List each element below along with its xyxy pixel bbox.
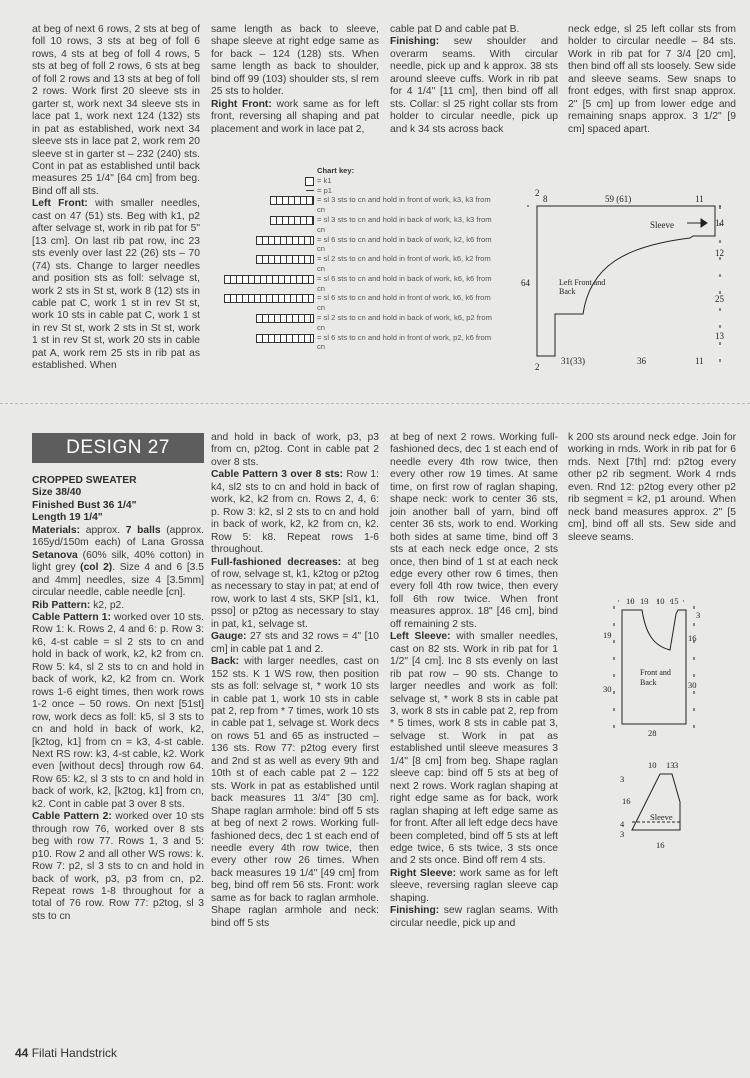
top-column-3 [390,24,558,136]
dim-label: 10 [626,596,635,606]
bottom-column-1 [32,475,204,923]
dim-label: 64 [521,278,530,288]
chart-key-title: Chart key: [317,166,355,175]
paragraph [390,36,558,136]
dim-label: 2 [535,188,540,198]
cable-symbol-icon [256,255,314,264]
paragraph: Left Sleeve: with smaller needles, cast on 82 sts. Work in rib pat for 1 1/2" [4 cm]. Inc 8 sts evenly on last rib pat row – 90 sts. Change to larger needles and work as foll: selvage st, * work 8 sts in cable pat 3, work 8 sts in cable pat 2, rep from * 5 times, work 8 sts in cable pat 3, selvage st. Work in pat as established until sleeve measures 3 1/4" [8 cm] from beg. Shape raglan sleeve cap: bind off 5 sts at beg of next 2 rows. Work raglan shaping at right edge same as for back, work raglan shaping at left edge same as for front. After all left edge decs have been completed, bind off 5 sts at left edge twice, 6 sts twice, 3 sts once and 2 sts once. Bind off rem 4 sts. [390,631,558,867]
chart-key-item: = p1 [200,186,500,196]
bottom-column-2 [211,432,379,930]
section-divider [0,403,750,404]
dim-label: 14 [715,218,724,228]
dim-label: 2 [535,362,540,372]
length-line: Length 19 1/4" [32,512,103,524]
paragraph: Cable Pattern 2: worked over 10 sts through row 76, worked over 8 sts beg with row 77. Rows 1, 3 and 5: p10. Row 2 and all other WS rows: k. Row 7: p2, sl 3 sts to cn and hold in back of work, p3, p3 from cn, p2. Repeat rows 1-8 throughout for a total of 76 row. Row 77: p2tog, sl 3 sts to cn [32,811,204,922]
paragraph: Rib Pattern: k2, p2. [32,599,125,611]
dim-label: 11 [695,356,704,366]
cable-symbol-icon [270,216,314,225]
chart-key-item: = k1 [200,176,500,186]
sleeve-label: Sleeve [650,812,673,822]
dim-label: 16 [622,796,631,806]
dim-label: 10 [648,760,657,770]
dim-label: 16 [656,840,665,850]
paragraph: Full-fashioned decreases: at beg of row, selvage st, k1, k2tog or p2tog as necessary to stay in pat; at end of row, work to last 4 sts, SKP [sl1, k1, psso] or p2tog as necessary to stay in pat, k1, selvage st. [211,556,379,630]
paragraph [211,99,379,136]
cable-symbol-icon [224,294,314,303]
cable-symbol-icon [256,334,314,343]
bottom-column-4 [568,432,736,544]
schematic-front-back [600,596,710,746]
dim-label: 28 [648,728,657,738]
paragraph: Finishing: sew raglan seams. With circular needle, pick up and [390,905,558,929]
bottom-column-3 [390,432,558,930]
dim-label: 30 [688,680,697,690]
chart-key-item: = sl 6 sts to cn and hold in front of work, p2, k6 from cn [200,333,500,353]
chart-key-item: = sl 6 sts to cn and hold in back of work, k2, k6 from cn [200,235,500,255]
dim-label: 16 [688,633,697,643]
heading: Finishing: [390,36,440,48]
chart-key-item: = sl 6 sts to cn and hold in front of work, k6, k6 from cn [200,293,500,313]
top-column-1 [32,24,200,373]
page-number: 44 [15,1046,29,1060]
paragraph: same length as back to sleeve, shape sleeve at right edge same as for back – 124 (128) sts. When same length as back to shoulder, bind off 99 (103) shoulder sts, sl rem 25 sts to holder. [211,24,379,98]
chart-key-item: = sl 6 sts to cn and hold in back of work, k6, k6 from cn [200,274,500,294]
paragraph: and hold in back of work, p3, p3 from cn, p2tog. Cont in cable pat 2 over 8 sts. [211,432,379,468]
dim-label: 15 [670,596,679,606]
dim-label: 8 [543,194,548,204]
dim-label: 3 [674,760,679,770]
page-footer [15,1046,117,1060]
dim-label: 11 [695,194,704,204]
paragraph: Materials: approx. 7 balls (approx. 165yd/150m each) of Lana Grossa Setanova (60% silk, 40% cotton) in light grey (col 2). Size 4 and 6 [3.5 and 4mm] needles, size 4 [3.5mm] circular needle, cable needle [cn]. [32,524,204,599]
knit-symbol-icon [305,177,314,186]
text: with smaller needles, cast on 47 (51) sts. Beg with k1, p2 after selvage st, work in rib pat for 5" [13 cm]. On last rib pat row, inc 23 sts evenly over last 22 (26) sts – 70 (74) sts. Change to larger needles and position sts as foll: selvage st, work 2 sts in St st, work 8 (12) sts in cable pat C, work 1 st in rev St st, work 10 sts in cable pat C, work 1 st in rev St st, work 2 sts in St st, work 1 st in rev St st, work 20 sts in cable pat A, work rem 25 sts in rib pat as established. When [32,198,200,372]
magazine-name: Filati Handstrick [31,1046,118,1060]
chart-key-item: = sl 2 sts to cn and hold in front of work, k6, k2 from cn [200,254,500,274]
dim-label: 31(33) [561,356,585,366]
chart-key-item: = sl 3 sts to cn and hold in back of work, k3, k3 from cn [200,215,500,235]
paragraph: Gauge: 27 sts and 32 rows = 4" [10 cm] in cable pat 1 and 2. [211,631,379,655]
paragraph: Cable Pattern 3 over 8 sts: Row 1: k4, sl2 sts to cn and hold in back of work, k2, k2 from cn. Rows 2, 4, 6: p. Row 3: k2, sl 2 sts to cn and hold in back of work, k2, k2 from cn, k2. Row 5: k8. Repeat rows 1-6 throughout. [211,469,379,556]
paragraph: Cable Pattern 1: worked over 10 sts. Row 1: k. Rows 2, 4 and 6: p. Row 3: k6, 4-st cable = sl 2 sts to cn and hold in back of work, k2, k2 from cn. Row 5: k4, sl 2 sts to cn and hold in back of work, k2, k2 from cn. Work rows 1-6 eight times, then work rows 1-2 once – 50 rows. On next [51st] row, work decs as foll: k5, sl 3 sts to cn and hold in back of work, k2, [k2tog, k1] from cn = k3, 4-st cable. Next RS row: k3, 4-st cable, k2. Work even [without decs] through row 64. Row 65: k2, sl 3 sts to cn and hold in back of work, k2, [k2tog, k1] from cn, k2. Cont in cable pat 3 over 8 sts. [32,611,204,810]
dim-label: 30 [603,684,612,694]
heading: Left Front: [32,198,88,210]
dim-label: 59 (61) [605,194,632,204]
schematic-sleeve [620,760,700,855]
dim-label: 3 [620,774,625,784]
chart-key-item: = sl 2 sts to cn and hold in back of work, k6, p2 from cn [200,313,500,333]
dim-label: 3 [620,829,625,839]
paragraph: cable pat D and cable pat B. [390,24,520,35]
cable-symbol-icon [224,275,314,284]
dim-label: 12 [715,248,724,258]
paragraph: at beg of next 2 rows. Working full-fashioned decs, dec 1 st each end of needle every 4th row twice, then every other row 19 times. At same time, on first row of raglan shaping, shape neck: work to center 36 sts, join another ball of yarn, bind off center 36 sts, work to end. Working both sides at same time, bind off 3 sts at each neck edge once, 2 sts once, then bind of 1 st at each neck edge every other row 6 times, then every foll 4th row twice, then every foll 6th row twice. When front measures approx. 18" [46 cm], bind off remaining 2 sts. [390,432,558,630]
top-column-4 [568,24,736,136]
dim-label: 13 [666,760,675,770]
paragraph: Right Sleeve: work same as for left sleeve, reversing raglan sleeve cap shaping. [390,867,559,904]
pattern-title: CROPPED SWEATER [32,475,137,486]
paragraph: k 200 sts around neck edge. Join for working in rnds. Work in rib pat for 6 rnds. Next [7th] rnd: p2tog every other p2 rib segment. Work 4 rnds even. Rnd 12: p2tog every other p2 rib segment = k2, p1 around. When neck band measures approx. 2" [5 cm], bind off all sts. Sew side and sleeve seams. [568,432,736,543]
dim-label: 4 [620,819,625,829]
piece-label: Front and Back [640,668,671,687]
paragraph: Back: with larger needles, cast on 152 sts. K 1 WS row, then position sts as foll: selvage st, * work 10 sts in cable pat 1, work 10 sts in cable pat 2, rep from * 7 times, work 10 sts in cable pat 1, selvage st. Work decs on rows 51 and 65 as instructed – 136 sts. Row 77: p2tog every first and 2nd st as well as every 9th and 10th st of each cable pat 2 – 122 sts. Work in pat as established until back measures 11 3/4" [30 cm]. Shape raglan armhole: bind off 5 sts at beg of next 2 rows. Working full-fashioned decs, dec 1 st each end of needle every 4th row twice, then every other row 26 times. When back measures 19 1/4" [49 cm] from beg, bind off rem 56 sts. Front: work same as for back to raglan armhole. Shape raglan armhole and neck: bind off 5 sts [211,656,379,929]
bust-line: Finished Bust 36 1/4" [32,499,137,511]
dim-label: 25 [715,294,724,304]
chart-key-item: = sl 3 sts to cn and hold in front of work, k3, k3 from cn [200,195,500,215]
dim-label: 10 [656,596,665,606]
schematic-left-front-back [515,186,735,376]
paragraph [32,198,200,372]
cable-symbol-icon [256,236,314,245]
dim-label: 19 [603,630,612,640]
dim-label: 36 [637,356,646,366]
cable-symbol-icon [256,314,314,323]
text: sew shoulder and overarm seams. With circular needle, pick up and k approx. 38 sts around sleeve cuffs. Work in rib pat for 4 1/4" [11 cm], then bind off all sts. Collar: sl 25 right collar sts from holder to circular needle, pick up and k 34 sts across back [390,36,558,135]
size-line: Size 38/40 [32,487,82,499]
paragraph: at beg of next 6 rows, 2 sts at beg of foll 10 rows, 3 sts at beg of foll 6 rows, 4 sts at beg of foll 4 rows, 5 sts at beg of foll 2 rows, 6 sts at beg of foll 2 rows and 13 sts at beg of foll 2 rows. Work first 20 sleeve sts in garter st, work next 34 sleeve sts in lace pat 1, work next 124 (132) sts in pat as established, work next 34 sleeve sts in lace pat 2, work rem 20 sleeve st in garter st – 232 (240) sts. Cont in pat as established until back measures 25 1/4" [64 cm] from beg. Bind off all sts. [32,24,200,197]
piece-outline [622,610,686,724]
text: work same as for left front, reversing all shaping and pat placement and work in lace pat 2, [211,98,379,135]
paragraph: neck edge, sl 25 left collar sts from holder to circular needle – 84 sts. Work in rib pat for 7 3/4 [20 cm], then bind off all sts loosely. Sew side and sleeve seams. Sew snaps to front edges, with first snap approx. 2" [5 cm] up from lower edge and remaining snaps approx. 3 1/2" [9 cm] spaced apart. [568,24,736,135]
top-column-2 [211,24,379,136]
sleeve-label: Sleeve [650,220,674,230]
chart-key [200,166,500,352]
dim-label: 3 [696,610,701,620]
design-banner: DESIGN 27 [32,433,204,463]
piece-label: Left Front and Back [559,278,606,296]
cable-symbol-icon [270,196,314,205]
purl-symbol-icon [306,190,314,191]
dim-label: 13 [715,331,724,341]
dim-label: 13 [640,596,649,606]
heading: Right Front: [211,98,272,110]
